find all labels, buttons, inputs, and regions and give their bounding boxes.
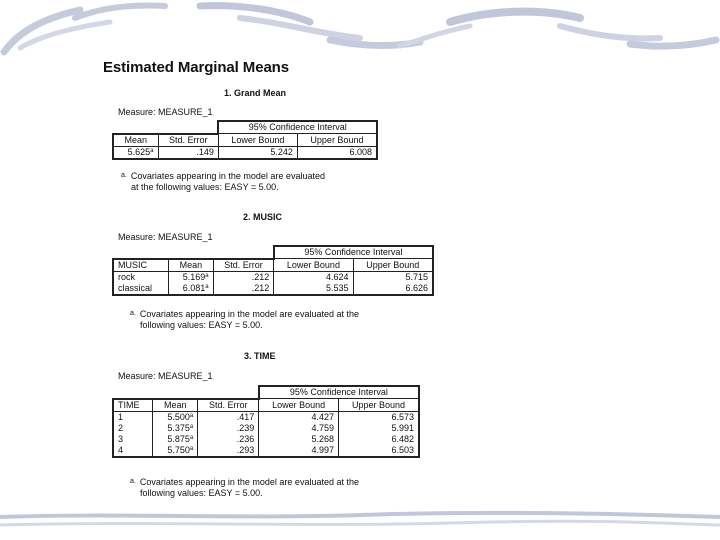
row-label: 4 (113, 445, 153, 457)
cell-mean (153, 411, 198, 423)
col-header: Upper Bound (339, 399, 419, 412)
col-header: Std. Error (213, 259, 274, 272)
grand-mean-panel (103, 78, 383, 200)
cell-upper: 6.573 (339, 411, 419, 423)
cell-lower: 5.268 (259, 434, 339, 445)
mean-value: 5.375 (167, 422, 190, 433)
cell-upper: 6.482 (339, 434, 419, 445)
col-header: Std. Error (198, 399, 259, 412)
superscript: a (205, 272, 209, 279)
row-label: classical (113, 283, 169, 295)
footnote-line (130, 488, 359, 499)
footnote-text: Covariates appearing in the model are evaluated at the (139, 477, 359, 487)
superscript: a (189, 412, 194, 419)
mean-value: 5.169 (182, 271, 206, 282)
cell-upper: 6.626 (353, 283, 433, 295)
cell-se: .212 (213, 271, 274, 283)
cell-upper: 6.008 (297, 146, 377, 159)
cell-lower: 4.427 (259, 411, 339, 423)
row-label: rock (113, 271, 169, 283)
cell-lower: 4.624 (274, 271, 353, 283)
row-label: 2 (113, 423, 153, 434)
grand-mean-footnote (121, 170, 325, 193)
music-panel (103, 202, 437, 340)
mean-value: 5.625 (127, 146, 151, 157)
grand-mean-measure: Measure: MEASURE_1 (118, 107, 213, 117)
music-measure: Measure: MEASURE_1 (118, 232, 213, 242)
blank-header-cell (113, 246, 274, 259)
mean-value: 5.500 (167, 411, 190, 422)
col-header: Std. Error (158, 134, 218, 147)
cell-lower: 5.535 (274, 283, 353, 295)
ci-header: 95% Confidence Interval (259, 386, 419, 399)
footnote-line (130, 476, 359, 488)
footnote-text: Covariates appearing in the model are evaluated at the (139, 309, 359, 319)
col-header: Mean (169, 259, 214, 272)
col-header: TIME (113, 399, 153, 412)
time-title: 3. TIME (244, 351, 276, 361)
mean-value: 6.081 (182, 282, 206, 293)
footnote-mark: a. (121, 172, 127, 179)
cell-mean (113, 146, 158, 159)
cell-lower: 5.242 (218, 146, 297, 159)
row-label: 3 (113, 434, 153, 445)
ci-header: 95% Confidence Interval (274, 246, 433, 259)
col-header: Upper Bound (353, 259, 433, 272)
time-footnote (130, 476, 359, 499)
mean-value: 5.750 (167, 444, 190, 455)
superscript: a (189, 445, 194, 452)
music-table (112, 245, 434, 296)
cell-upper: 5.715 (353, 271, 433, 283)
footnote-text: at the following values: EASY = 5.00. (131, 182, 279, 192)
row-label: 1 (113, 411, 153, 423)
cell-se: .293 (198, 445, 259, 457)
superscript: a (189, 434, 194, 441)
time-measure: Measure: MEASURE_1 (118, 371, 213, 381)
footnote-line (121, 182, 325, 193)
cell-se: .417 (198, 411, 259, 423)
decorative-header-strokes (0, 0, 720, 62)
col-header: Lower Bound (259, 399, 339, 412)
decorative-footer-strokes (0, 505, 720, 540)
cell-se: .212 (213, 283, 274, 295)
cell-mean (153, 434, 198, 445)
col-header: Mean (153, 399, 198, 412)
cell-se: .239 (198, 423, 259, 434)
cell-mean (169, 283, 214, 295)
footnote-line (130, 320, 359, 331)
blank-header-cell (113, 121, 218, 134)
time-table (112, 385, 420, 458)
grand-mean-table (112, 120, 378, 160)
grand-mean-title: 1. Grand Mean (224, 88, 287, 98)
superscript: a (150, 147, 154, 154)
cell-mean (153, 423, 198, 434)
footnote-text: Covariates appearing in the model are evaluated (130, 171, 325, 181)
footnote-line (121, 170, 325, 182)
page-heading: Estimated Marginal Means (103, 59, 289, 76)
time-panel (103, 340, 423, 505)
footnote-text: following values: EASY = 5.00. (140, 320, 263, 330)
cell-mean (153, 445, 198, 457)
col-header: Upper Bound (297, 134, 377, 147)
footnote-line (130, 308, 359, 320)
cell-mean (169, 271, 214, 283)
cell-upper: 5.991 (339, 423, 419, 434)
cell-se: .236 (198, 434, 259, 445)
footnote-mark: a. (130, 310, 136, 317)
cell-lower: 4.997 (259, 445, 339, 457)
cell-lower: 4.759 (259, 423, 339, 434)
superscript: a (189, 423, 194, 430)
blank-header-cell (113, 386, 259, 399)
ci-header: 95% Confidence Interval (218, 121, 377, 134)
col-header: Lower Bound (274, 259, 353, 272)
col-header: Lower Bound (218, 134, 297, 147)
cell-se: .149 (158, 146, 218, 159)
music-footnote (130, 308, 359, 331)
mean-value: 5.875 (167, 433, 190, 444)
col-header: MUSIC (113, 259, 169, 272)
footnote-mark: a. (130, 478, 136, 485)
superscript: a (205, 283, 209, 290)
col-header: Mean (113, 134, 158, 147)
music-title: 2. MUSIC (243, 212, 283, 222)
cell-upper: 6.503 (339, 445, 419, 457)
footnote-text: following values: EASY = 5.00. (140, 488, 263, 498)
